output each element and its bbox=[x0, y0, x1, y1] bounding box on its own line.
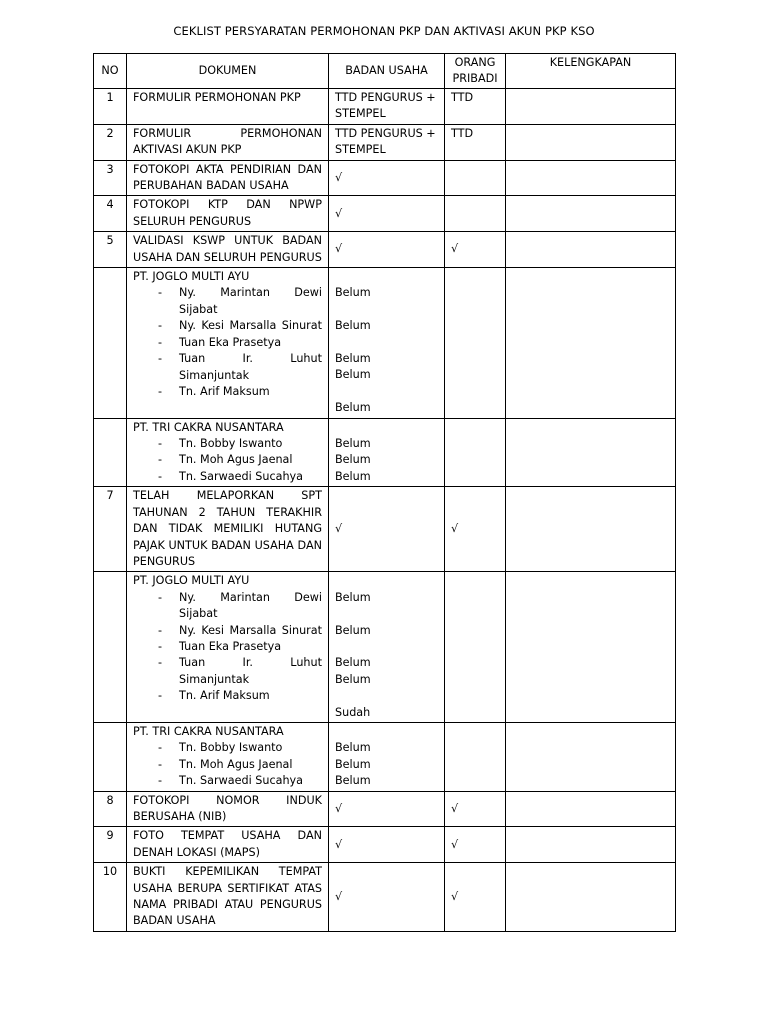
kelengkapan-cell bbox=[506, 418, 676, 487]
document-cell: FOTOKOPI KTP DAN NPWP SELURUH PENGURUS bbox=[127, 196, 329, 232]
person-name: Tn. Arif Maksum bbox=[179, 689, 270, 703]
person-item bbox=[133, 384, 322, 400]
person-name: Tn. Moh Agus Jaenal bbox=[179, 757, 293, 771]
badan-usaha-cell: √ bbox=[329, 827, 445, 863]
badan-usaha-cell: √ bbox=[329, 487, 445, 572]
row-number: 7 bbox=[94, 487, 127, 572]
row-number: 8 bbox=[94, 791, 127, 827]
document-cell: FOTO TEMPAT USAHA DAN DENAH LOKASI (MAPS) bbox=[127, 827, 329, 863]
person-item bbox=[133, 351, 322, 384]
company-name: PT. TRI CAKRA NUSANTARA bbox=[133, 420, 284, 434]
document-cell: FOTOKOPI AKTA PENDIRIAN DAN PERUBAHAN BADAN USAHA bbox=[127, 160, 329, 196]
person-name: Ny. Kesi Marsalla Sinurat bbox=[179, 623, 322, 637]
document-cell bbox=[127, 722, 329, 791]
badan-usaha-cell: √ bbox=[329, 232, 445, 268]
badan-usaha-cell: √ bbox=[329, 791, 445, 827]
table-row bbox=[94, 160, 676, 196]
orang-pribadi-cell: TTD bbox=[445, 124, 506, 160]
table-row bbox=[94, 232, 676, 268]
person-name: Tuan Eka Prasetya bbox=[179, 639, 282, 653]
badan-usaha-cell: √ bbox=[329, 160, 445, 196]
table-row bbox=[94, 487, 676, 572]
status-value: Belum bbox=[335, 672, 371, 686]
person-item bbox=[133, 655, 322, 688]
orang-pribadi-cell bbox=[445, 722, 506, 791]
table-row bbox=[94, 196, 676, 232]
orang-pribadi-cell: TTD bbox=[445, 89, 506, 125]
status-value: Belum bbox=[335, 757, 371, 771]
row-number bbox=[94, 722, 127, 791]
kelengkapan-cell bbox=[506, 160, 676, 196]
dash-marker: - bbox=[158, 656, 163, 670]
orang-pribadi-cell: √ bbox=[445, 863, 506, 932]
person-name: Tuan Eka Prasetya bbox=[179, 335, 282, 349]
dash-marker: - bbox=[158, 639, 163, 653]
document-cell bbox=[127, 268, 329, 419]
status-value: Belum bbox=[335, 656, 371, 670]
kelengkapan-cell bbox=[506, 791, 676, 827]
person-item bbox=[133, 452, 322, 468]
badan-usaha-cell: TTD PENGURUS + STEMPEL bbox=[329, 89, 445, 125]
row-number: 4 bbox=[94, 196, 127, 232]
table-row bbox=[94, 418, 676, 487]
status-value: Belum bbox=[335, 469, 371, 483]
status-value: Belum bbox=[335, 286, 371, 300]
dash-marker: - bbox=[158, 319, 163, 333]
document-cell: TELAH MELAPORKAN SPT TAHUNAN 2 TAHUN TERAKHIR DAN TIDAK MEMILIKI HUTANG PAJAK UNTUK BADAN USAHA DAN PENGURUS bbox=[127, 487, 329, 572]
person-item bbox=[133, 590, 322, 623]
person-item bbox=[133, 469, 322, 485]
status-value: Belum bbox=[335, 437, 371, 451]
document-cell: BUKTI KEPEMILIKAN TEMPAT USAHA BERUPA SERTIFIKAT ATAS NAMA PRIBADI ATAU PENGURUS BADAN USAHA bbox=[127, 863, 329, 932]
row-number: 9 bbox=[94, 827, 127, 863]
kelengkapan-cell bbox=[506, 572, 676, 723]
person-name: Tn. Arif Maksum bbox=[179, 384, 270, 398]
table-row bbox=[94, 722, 676, 791]
status-value: Belum bbox=[335, 741, 371, 755]
dash-marker: - bbox=[158, 469, 163, 483]
status-value: Belum bbox=[335, 774, 371, 788]
status-value: Belum bbox=[335, 623, 371, 637]
table-row bbox=[94, 863, 676, 932]
kelengkapan-cell bbox=[506, 487, 676, 572]
orang-pribadi-cell bbox=[445, 268, 506, 419]
person-list bbox=[133, 740, 322, 789]
dash-marker: - bbox=[158, 774, 163, 788]
company-name: PT. TRI CAKRA NUSANTARA bbox=[133, 724, 284, 738]
kelengkapan-cell bbox=[506, 89, 676, 125]
status-value: Belum bbox=[335, 453, 371, 467]
header-badan-usaha: BADAN USAHA bbox=[329, 54, 445, 89]
kelengkapan-cell bbox=[506, 827, 676, 863]
status-value: Belum bbox=[335, 590, 371, 604]
person-name: Ny. Marintan Dewi Sijabat bbox=[179, 286, 322, 316]
dash-marker: - bbox=[158, 623, 163, 637]
badan-usaha-cell: TTD PENGURUS + STEMPEL bbox=[329, 124, 445, 160]
badan-usaha-cell bbox=[329, 418, 445, 487]
badan-usaha-cell bbox=[329, 268, 445, 419]
badan-usaha-cell bbox=[329, 572, 445, 723]
orang-pribadi-cell bbox=[445, 160, 506, 196]
kelengkapan-cell bbox=[506, 268, 676, 419]
header-dokumen: DOKUMEN bbox=[127, 54, 329, 89]
person-name: Tuan Ir. Luhut Simanjuntak bbox=[179, 352, 322, 382]
document-cell bbox=[127, 418, 329, 487]
dash-marker: - bbox=[158, 352, 163, 366]
dash-marker: - bbox=[158, 335, 163, 349]
kelengkapan-cell bbox=[506, 722, 676, 791]
document-cell: FORMULIR PERMOHONAN AKTIVASI AKUN PKP bbox=[127, 124, 329, 160]
status-value: Sudah bbox=[335, 705, 371, 719]
header-row bbox=[94, 54, 676, 89]
person-item bbox=[133, 639, 322, 655]
person-list bbox=[133, 285, 322, 400]
person-name: Tn. Sarwaedi Sucahya bbox=[179, 774, 304, 788]
dash-marker: - bbox=[158, 286, 163, 300]
header-no: NO bbox=[94, 54, 127, 89]
row-number bbox=[94, 572, 127, 723]
person-item bbox=[133, 688, 322, 704]
person-name: Tuan Ir. Luhut Simanjuntak bbox=[179, 656, 322, 686]
checklist-table bbox=[93, 53, 676, 932]
dash-marker: - bbox=[158, 757, 163, 771]
orang-pribadi-cell: √ bbox=[445, 791, 506, 827]
person-item bbox=[133, 318, 322, 334]
status-value: Belum bbox=[335, 401, 371, 415]
kelengkapan-cell bbox=[506, 863, 676, 932]
dash-marker: - bbox=[158, 453, 163, 467]
dash-marker: - bbox=[158, 689, 163, 703]
badan-usaha-cell bbox=[329, 722, 445, 791]
person-name: Tn. Bobby Iswanto bbox=[179, 741, 283, 755]
badan-usaha-cell: √ bbox=[329, 196, 445, 232]
person-name: Ny. Kesi Marsalla Sinurat bbox=[179, 319, 322, 333]
document-cell: VALIDASI KSWP UNTUK BADAN USAHA DAN SELURUH PENGURUS bbox=[127, 232, 329, 268]
kelengkapan-cell bbox=[506, 124, 676, 160]
person-name: Tn. Sarwaedi Sucahya bbox=[179, 469, 304, 483]
person-item bbox=[133, 623, 322, 639]
table-row bbox=[94, 791, 676, 827]
person-name: Tn. Moh Agus Jaenal bbox=[179, 453, 293, 467]
person-item bbox=[133, 773, 322, 789]
person-item bbox=[133, 335, 322, 351]
badan-usaha-cell: √ bbox=[329, 863, 445, 932]
table-row bbox=[94, 89, 676, 125]
document-cell bbox=[127, 572, 329, 723]
dash-marker: - bbox=[158, 384, 163, 398]
person-name: Tn. Bobby Iswanto bbox=[179, 437, 283, 451]
status-value: Belum bbox=[335, 319, 371, 333]
kelengkapan-cell bbox=[506, 232, 676, 268]
row-number: 10 bbox=[94, 863, 127, 932]
person-list bbox=[133, 590, 322, 705]
status-value: Belum bbox=[335, 352, 371, 366]
orang-pribadi-cell: √ bbox=[445, 232, 506, 268]
orang-pribadi-cell bbox=[445, 196, 506, 232]
dash-marker: - bbox=[158, 741, 163, 755]
company-name: PT. JOGLO MULTI AYU bbox=[133, 574, 250, 588]
person-item bbox=[133, 436, 322, 452]
orang-pribadi-cell bbox=[445, 418, 506, 487]
kelengkapan-cell bbox=[506, 196, 676, 232]
row-number: 2 bbox=[94, 124, 127, 160]
company-name: PT. JOGLO MULTI AYU bbox=[133, 270, 250, 284]
table-row bbox=[94, 124, 676, 160]
row-number: 5 bbox=[94, 232, 127, 268]
status-value: Belum bbox=[335, 368, 371, 382]
header-orang-pribadi: ORANG PRIBADI bbox=[445, 54, 506, 89]
header-kelengkapan: KELENGKAPAN bbox=[506, 54, 676, 89]
table-row bbox=[94, 572, 676, 723]
row-number: 3 bbox=[94, 160, 127, 196]
orang-pribadi-cell: √ bbox=[445, 827, 506, 863]
person-item bbox=[133, 285, 322, 318]
dash-marker: - bbox=[158, 590, 163, 604]
person-name: Ny. Marintan Dewi Sijabat bbox=[179, 590, 322, 621]
orang-pribadi-cell: √ bbox=[445, 487, 506, 572]
row-number: 1 bbox=[94, 89, 127, 125]
person-item bbox=[133, 740, 322, 756]
row-number bbox=[94, 418, 127, 487]
orang-pribadi-cell bbox=[445, 572, 506, 723]
document-cell: FOTOKOPI NOMOR INDUK BERUSAHA (NIB) bbox=[127, 791, 329, 827]
document-title: CEKLIST PERSYARATAN PERMOHONAN PKP DAN AKTIVASI AKUN PKP KSO bbox=[173, 24, 595, 38]
row-number bbox=[94, 268, 127, 419]
table-row bbox=[94, 827, 676, 863]
person-item bbox=[133, 757, 322, 773]
dash-marker: - bbox=[158, 437, 163, 451]
document-cell: FORMULIR PERMOHONAN PKP bbox=[127, 89, 329, 125]
person-list bbox=[133, 436, 322, 485]
table-row bbox=[94, 268, 676, 419]
